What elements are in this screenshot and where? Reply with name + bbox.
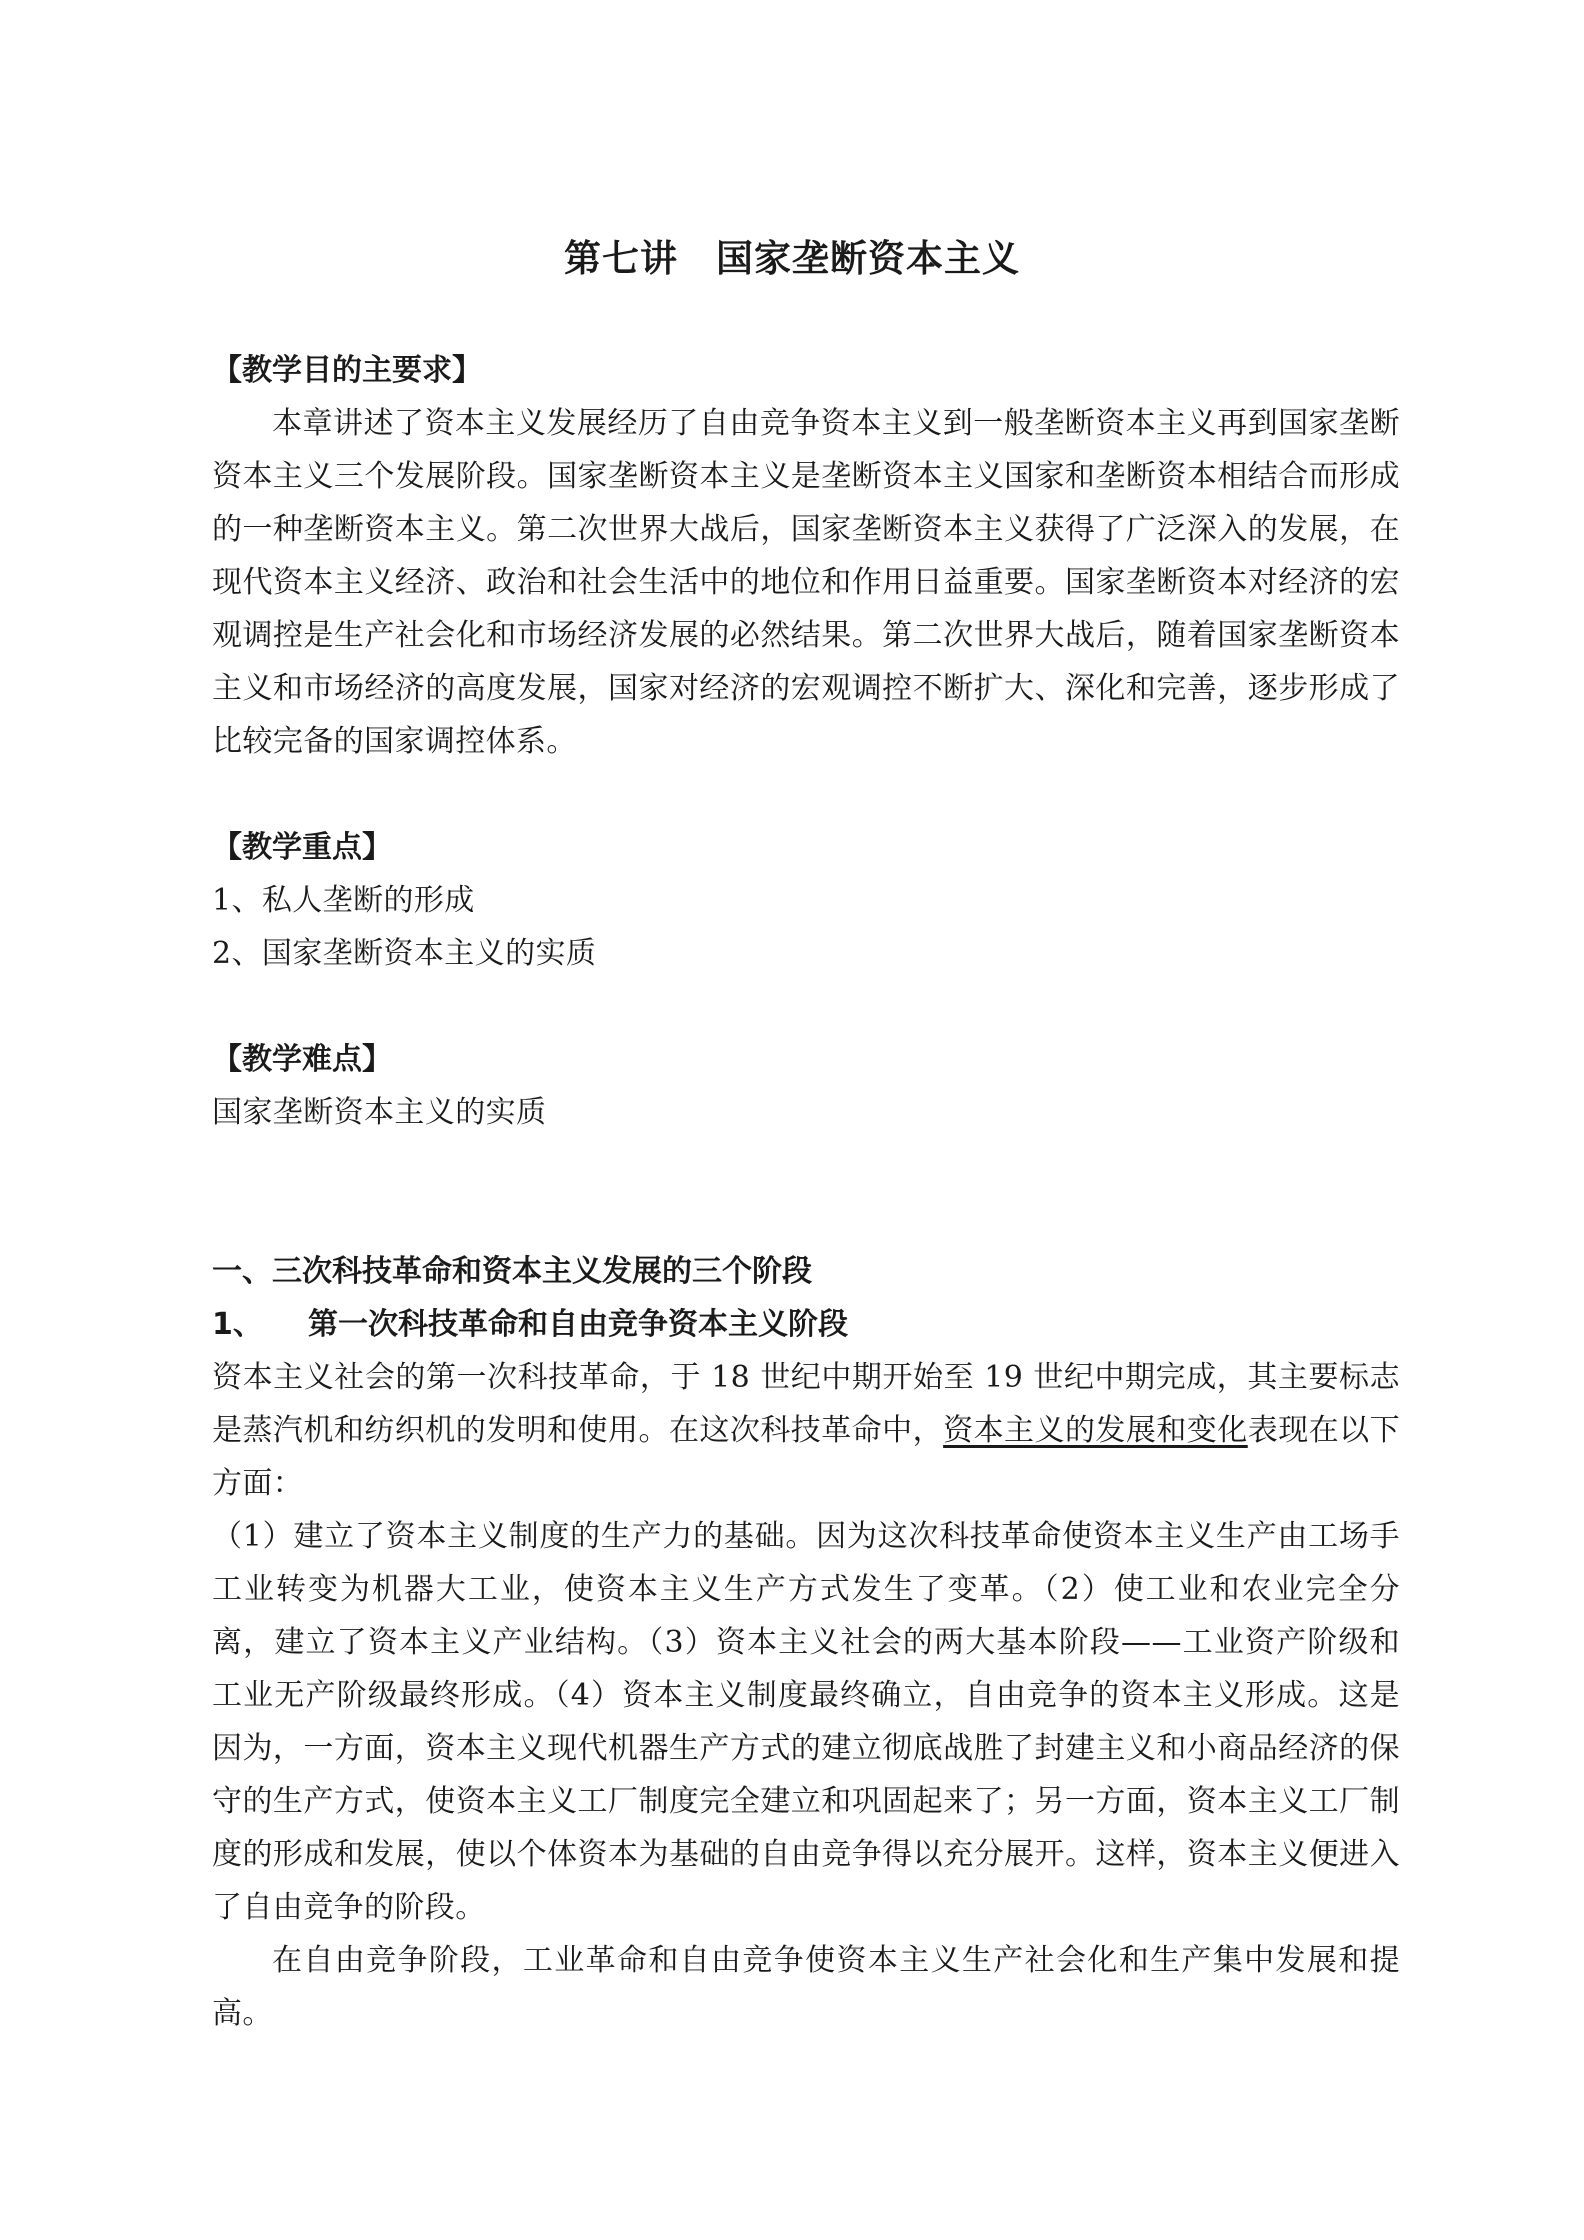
objectives-heading: 【教学目的主要求】 [212, 353, 482, 388]
objectives-paragraph: 本章讲述了资本主义发展经历了自由竞争资本主义到一般垄断资本主义再到国家垄断资本主义三个发展阶段。国家垄断资本主义是垄断资本主义国家和垄断资本相结合而形成的一种垄断资本主义。第二次世界大战后，国家垄断资本主义获得了广泛深入的发展，在现代资本主义经济、政治和社会生活中的地位和作用日益重要。国家垄断资本对经济的宏观调控是生产社会化和市场经济发展的必然结果。第二次世界大战后，随着国家垄断资本主义和市场经济的高度发展，国家对经济的宏观调控不断扩大、深化和完善，逐步形成了比较完备的国家调控体系。 [212, 406, 1400, 759]
intro-text: 资本主义社会的第一次科技革命，于 18 世纪中期开始至 19 世纪中期完成，其主要标志是蒸汽机和纺织机的发明和使用。在这次科技革命中， [212, 1360, 1400, 1448]
section-intro-paragraph [212, 1351, 1400, 1510]
document-body [212, 344, 1400, 2040]
key-point-item: 2、国家垄断资本主义的实质 [212, 936, 597, 971]
subsection-number: 1、 [212, 1307, 263, 1342]
key-points-heading: 【教学重点】 [212, 830, 392, 865]
key-point-item: 1、私人垄断的形成 [212, 883, 475, 918]
intro-text-end: 表现在以下方面： [212, 1413, 1401, 1501]
section-heading: 一、三次科技革命和资本主义发展的三个阶段 [212, 1254, 812, 1289]
difficulties-text: 国家垄断资本主义的实质 [212, 1095, 547, 1130]
subsection-heading [212, 1298, 1400, 1351]
underlined-phrase: 资本主义的发展和变化 [943, 1413, 1248, 1448]
spacer [212, 980, 1400, 1033]
subsection-title: 第一次科技革命和自由竞争资本主义阶段 [308, 1307, 848, 1342]
page-title: 第七讲 国家垄断资本主义 [564, 237, 1020, 280]
spacer [212, 768, 1400, 821]
closing-paragraph: 在自由竞争阶段，工业革命和自由竞争使资本主义生产社会化和生产集中发展和提高。 [212, 1943, 1400, 2031]
spacer [212, 1139, 1400, 1245]
difficulties-heading: 【教学难点】 [212, 1042, 392, 1077]
points-paragraph: （1）建立了资本主义制度的生产力的基础。因为这次科技革命使资本主义生产由工场手工业转变为机器大工业，使资本主义生产方式发生了变革。（2）使工业和农业完全分离，建立了资本主义产业结构。（3）资本主义社会的两大基本阶段——工业资产阶级和工业无产阶级最终形成。（4）资本主义制度最终确立，自由竞争的资本主义形成。这是因为，一方面，资本主义现代机器生产方式的建立彻底战胜了封建主义和小商品经济的保守的生产方式，使资本主义工厂制度完全建立和巩固起来了；另一方面，资本主义工厂制度的形成和发展，使以个体资本为基础的自由竞争得以充分展开。这样，资本主义便进入了自由竞争的阶段。 [212, 1519, 1400, 1925]
